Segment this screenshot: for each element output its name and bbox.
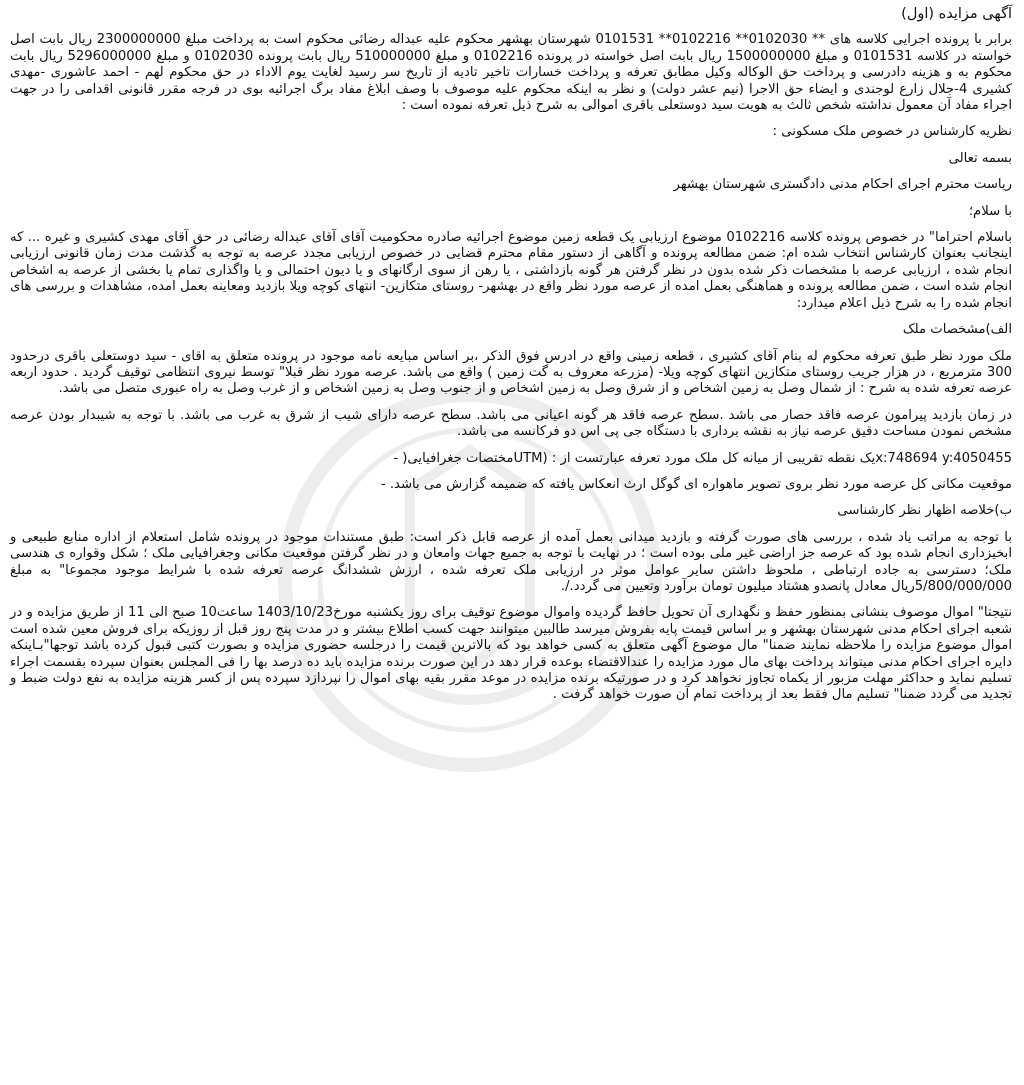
bismillah-line: بسمه تعالی [948, 150, 1012, 166]
section-b-title: ب)خلاصه اظهار نظر کارشناسی [837, 503, 1012, 519]
expert-opinion-heading: نظریه کارشناس در خصوص ملک مسکونی : [772, 124, 1012, 140]
notice-title: آگهی مزایده (اول) [901, 6, 1012, 22]
site-visit-paragraph: در زمان بازدید پیرامون عرصه فاقد حصار می باشد .سطح عرصه فاقد هر گونه اعیانی می باشد. سطح عرصه دارای شیب از شرق به غرب می باشد. با توجه به شیبدار بودن عرصه مشخص نمودن مساحت دقیق عرصه نیاز به نقشه برداری با دستگاه جی پی اس دو فرکانسه می باشد. [10, 407, 1012, 440]
addressee-line: ریاست محترم اجرای احکام مدنی دادگستری شهرستان بهشهر [673, 177, 1012, 193]
utm-coordinates-line: x:748694 y:4050455یک نقطه تقریبی از میانه کل ملک مورد تعرفه عبارتست از : (UTMمختصات جغرافیایی( - [393, 450, 1012, 466]
location-line: موقعیت مکانی کل عرصه مورد نظر بروی تصویر ماهواره ای گوگل ارث انعکاس یافته که ضمیمه گزارش می باشد. - [380, 476, 1012, 492]
auction-conclusion-paragraph: نتیجتا" اموال موصوف بنشانی بمنظور حفظ و نگهداری آن تحویل حافظ گردیده واموال موضوع توقیف برای روز یکشنبه مورخ1403/10/23 ساعت10 صبح الی 11 از طریق مزایده و در شعبه اجرای احکام مدنی شهرستان بهشهر و بر اساس قیمت پایه بفروش میرسد طالبین میتوانند جهت کسب اطلاع بیشتر و در مدت پنج روز قبل از روزیکه برای فروش معین شده است اموال موضوع مزایده را ملاحظه نمایند ضمنا" مال موضوع آگهی متعلق به کسی خواهد بود که بالاترین قیمت را درجلسه حضوری مزایده و بصورت کتبی قبول کرده باشد توجها"بـاینکه دایره اجرای احکام مدنی میتواند پرداخت بهای مال مورد مزایده را عندالاقتضاء بوعده قرار دهد در این صورت برنده مزایده باید ده درصد بها را فی المجلس بعنوان سپرده بقسمت اجراء تسلیم نماید و حداکثر مهلت مزبور از یکماه تجاوز نخواهد کرد و در صورتیکه برنده مزایده در موعد مقرر بقیه بهای اموال را نپردازد سپرده پس از کسر هزینه مزایده به نفع دولت ضبط و تجدید می گردد ضمنا" تسلیم مال فقط بعد از پرداخت تمام آن صورت خواهد گرفت . [10, 605, 1012, 703]
valuation-summary-paragraph: با توجه به مراتب یاد شده ، بررسی های صورت گرفته و بازدید میدانی بعمل آمده از عرصه قابل ذکر است: طبق مستندات موجود در پرونده شامل استعلام از اداره منابع طبیعی و ابخیزداری انجام شده بود که عرصه جز اراضی غیر ملی بوده است ؛ در نهایت با توجه به جمیع جهات وامعان و در نظر گرفتن موقعیت مکانی وجغرافیایی ملک ؛ شکل وقواره ی هندسی ملک؛ دسترسی به جاده ارتباطی ، ملحوظ داشتن سایر عوامل موثر در ارزیابی ملک تعرفه شده ، ارزش ششدانگ عرصه تعرفه شده با شرایط موجود مجموعا" به مبلغ 5/800/000/000ریال معادل پانصدو هشتاد میلیون تومان برآورد وتعیین می گردد./. [10, 529, 1012, 594]
section-a-title: الف)مشخصات ملک [902, 322, 1012, 338]
salutation-line: با سلام؛ [968, 203, 1012, 219]
notice-intro-paragraph: برابر با پرونده اجرایی کلاسه های ** 0102030** 0102216** 0101531 شهرستان بهشهر محکوم علیه عبداله رضائی محکوم است به پرداخت مبلغ 2300000000 ریال بابت اصل خواسته در کلاسه 0101531 و مبلغ 1500000000 ریال بابت اصل خواسته در پرونده 0102216 و مبلغ 510000000 ریال بابت پرونده 0102030 و مبلغ 5296000000 ریال بابت محکوم به و هزینه دادرسی و پرداخت حق الوکاله وکیل مطابق تعرفه و پرداخت خسارات تاخیر تادیه از تاریخ سر رسید لغایت یوم الاداء در حق محکوم لهم - احمد عاشوری -مهدی کشیری 4-جلال زارع لوجندی و ایضاء حق الاجرا (نیم عشر دولت) و نظر به اینکه محکوم علیه موصوف با وصف ابلاغ مفاد برگ اجرائیه بوی در فرجه مقرر قانونی اقدامی را در جهت اجراء مفاد آن معمول نداشته شخص ثالث به هویت سید دوستعلی باقری اموالی به شرح ذیل تعرفه نموده است : [10, 32, 1013, 114]
report-intro-paragraph: باسلام احتراما" در خصوص پرونده کلاسه 0102216 موضوع ارزیابی یک قطعه زمین موضوع اجرائیه صادره محکومیت آقای آقای عبداله رضائی در حق آقای مهدی کشیری و غیره ... که اینجانب بعنوان کارشناس انتخاب شده ام: ضمن مطالعه پرونده و آگاهی از دستور مقام محترم قضایی در خصوص ارزیابی مجدد عرصه به توجه به گذشت مدت زمان قانونی ارزیابی انجام شده ، ارزیابی عرصه با مشخصات ذکر شده بدون در نظر گرفتن هر گونه بازداشتی ، یا رهن از سوی ارگانهای و یا دیون احتمالی و یا واگذاری تمام یا بخشی از عرصه به اشخاص انجام شده است ، ضمن مطالعه پرونده و هماهنگی بعمل امده از عرصه مورد نظر واقع در بهشهر- روستای متکازین- انتهای کوچه ویلا بازدید ومعاینه بعمل امده، مشاهدات و بررسی های انجام شده را به شرح ذیل اعلام میدارد: [10, 230, 1012, 311]
property-specs-paragraph: ملک مورد نظر طبق تعرفه محکوم له بنام آقای کشیری ، قطعه زمینی واقع در ادرس فوق الذکر ،بر اساس مبایعه نامه موجود در پرونده متعلق به اقای - سید دوستعلی باقری درحدود 300 مترمربع ، در هزار جریب روستای متکازین انتهای کوچه ویلا- (مزرعه معروف به گت زمین ) واقع می باشد. عرصه مورد نظر قبلا" توسط نیروی انتظامی توقیف گردید . حدود اربعه عرصه تعرفه شده به شرح : از شمال وصل به زمین اشخاص و از شرق وصل به زمین اشخاص و از جنوب وصل به زمین اشخاص و از غرب وصل به راه عبوری متصل می باشد. [10, 348, 1012, 397]
